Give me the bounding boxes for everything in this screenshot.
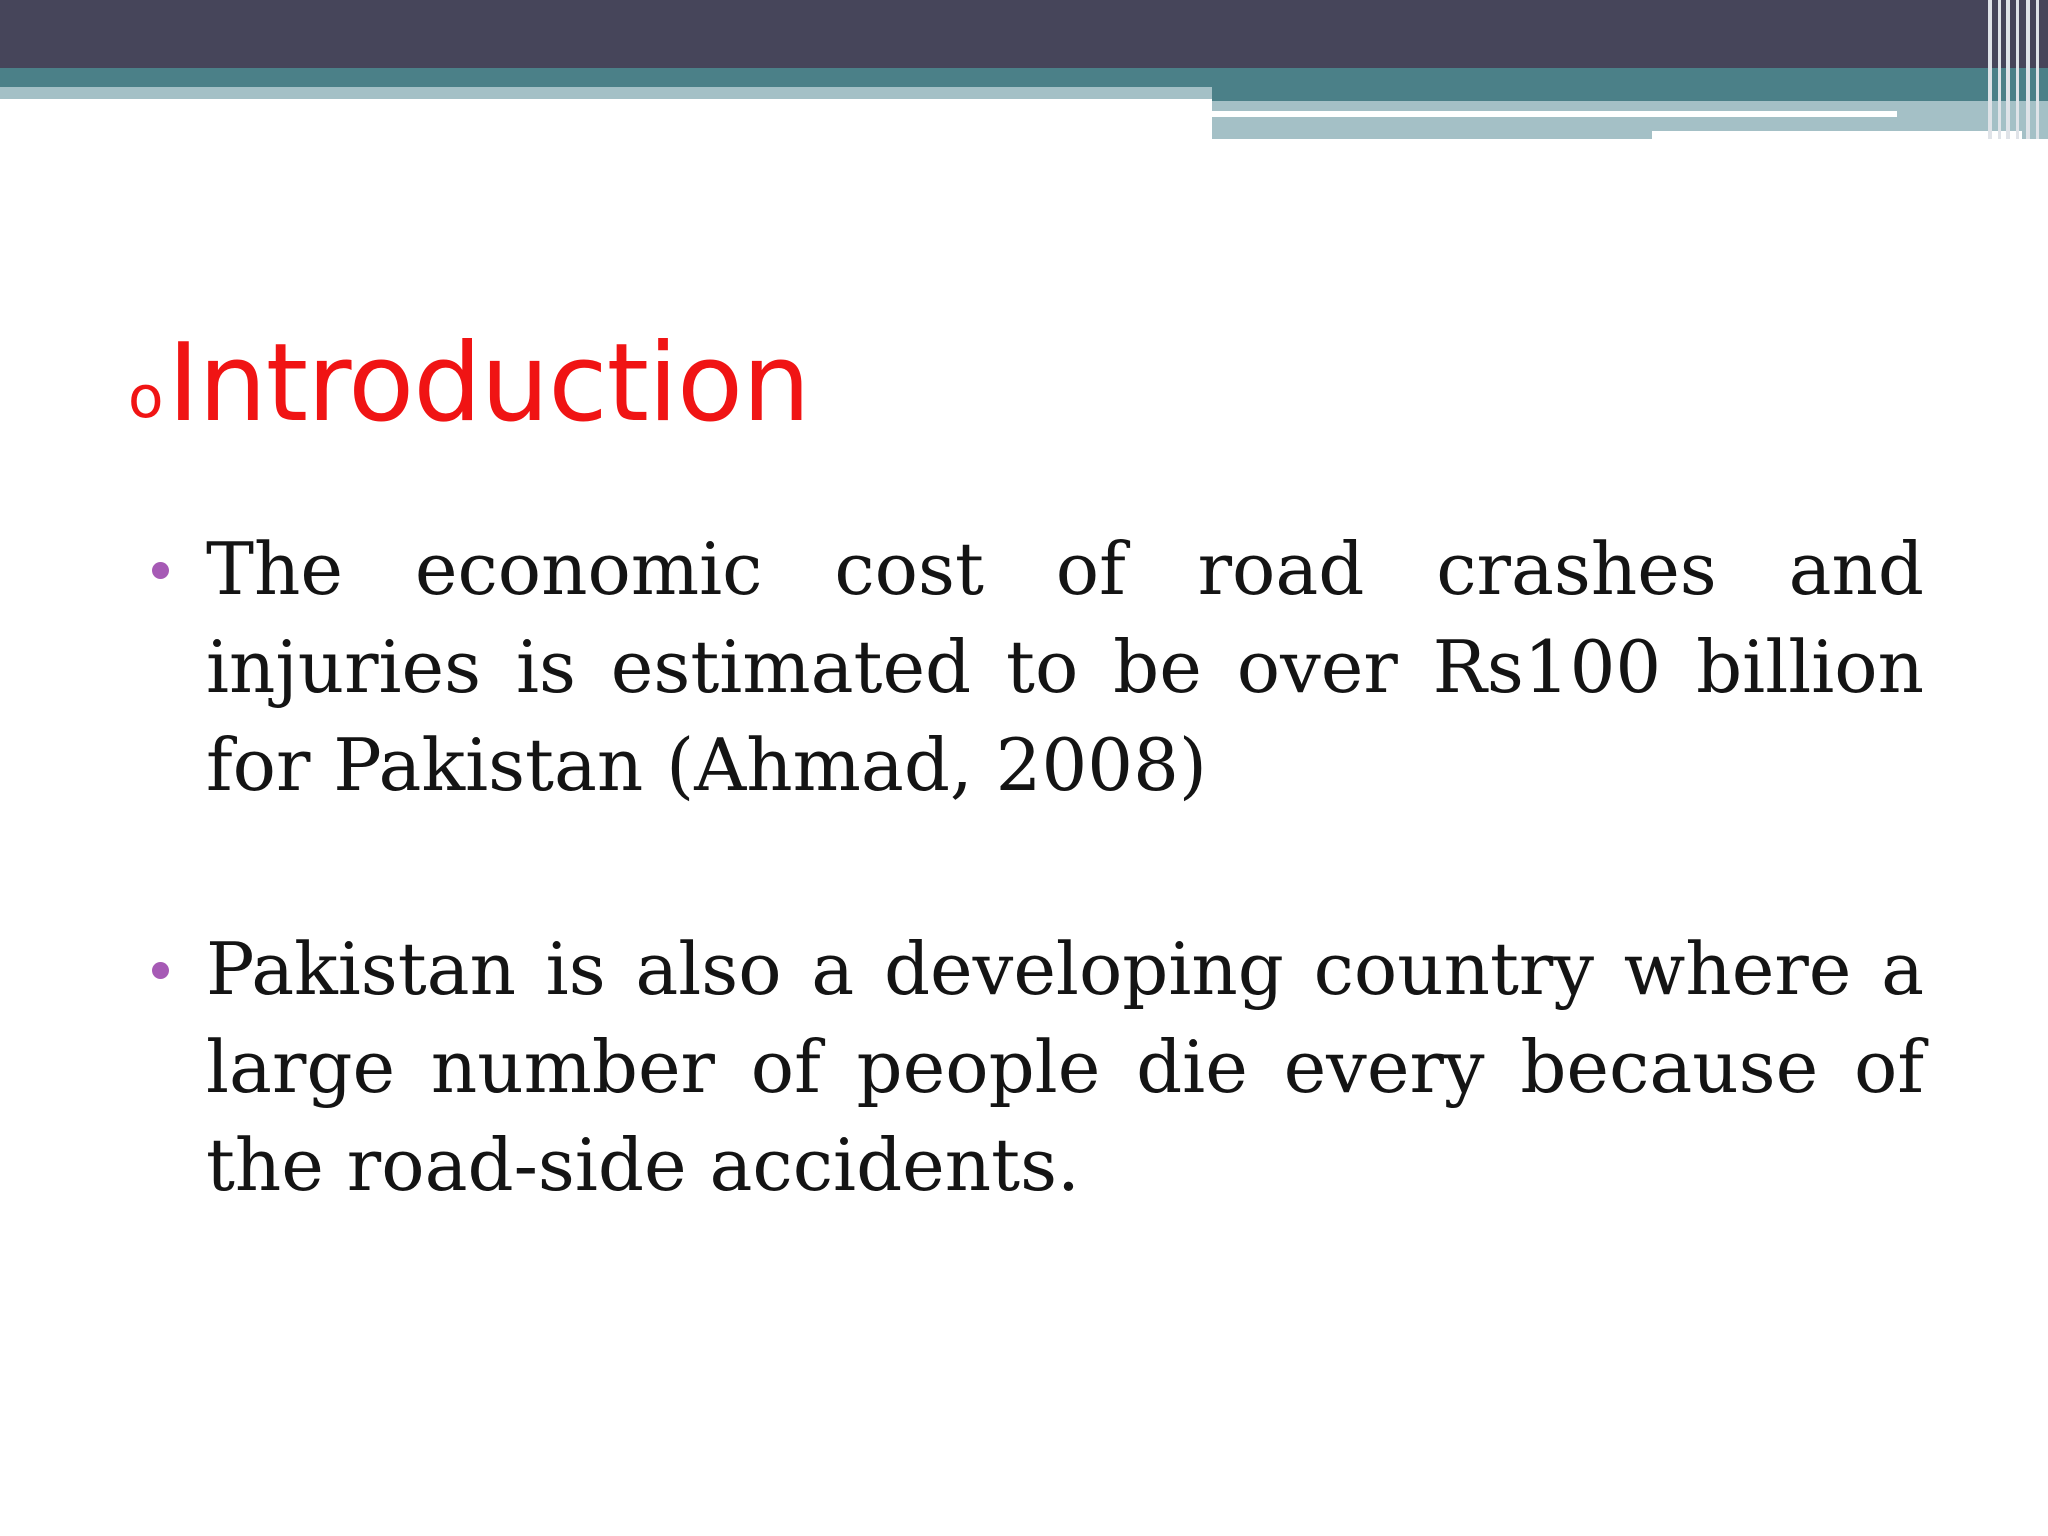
title-text: Introduction	[167, 321, 810, 446]
banner-dark-band	[0, 0, 2048, 68]
bullet-text: Pakistan is also a developing country where a large number of people die every because of the road-side accidents.	[206, 927, 1924, 1207]
bullet-list	[148, 520, 1924, 1214]
banner-stripe	[2036, 0, 2039, 139]
bullet-dot-icon	[152, 562, 169, 579]
banner-white-cut	[1652, 131, 2022, 139]
banner-stripe	[2006, 0, 2010, 139]
bullet-item	[148, 520, 1924, 814]
slide-title	[128, 318, 810, 446]
bullet-dot-icon	[152, 962, 169, 979]
bullet-item	[148, 920, 1924, 1214]
banner-stripe	[1988, 0, 1992, 139]
bullet-text: The economic cost of road crashes and injuries is estimated to be over Rs100 billion for Pakistan (Ahmad, 2008)	[206, 527, 1924, 807]
banner-stripe	[2016, 0, 2019, 139]
banner-teal-band-right	[1212, 87, 2048, 101]
title-bullet-marker: o	[128, 363, 164, 431]
banner-stripe	[1998, 0, 2001, 139]
banner-teal-band	[0, 68, 2048, 87]
banner-white-line	[1212, 111, 1897, 117]
banner-light-band-left	[0, 87, 1212, 99]
banner-stripe	[2026, 0, 2030, 139]
